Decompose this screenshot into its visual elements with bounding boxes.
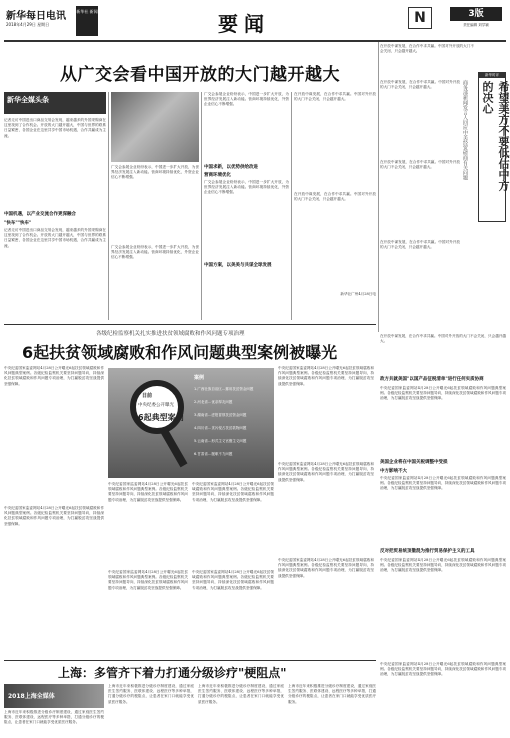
middle-subhead-1: 中国求新，以优势供给改进 — [204, 165, 258, 170]
article3-body-2: 上海市近年来积极推进分级诊疗制度建设，通过家庭医生签约服务、医联体建设、远程医疗等多种举措，打通分级诊疗的梗阻点，让患者在家门口就能享受优质医疗服务。 — [108, 684, 194, 704]
article2-body-2: 中央纪委国家监委网站4月28日公开曝光6起扶贫领域腐败和作风问题典型案例。各级纪检监察机关要坚持问题导向，持续深化扶贫领域腐败和作风问题专项治理，为打赢脱贫攻坚战提供坚强保障。 — [4, 506, 104, 526]
middle-body-1: 广交会参展企业纷纷表示，中国进一步扩大开放，为世界经济发展注入新动能。营商环境持续优化，外资企业信心不断增强。 — [111, 165, 199, 180]
divider-2 — [201, 92, 202, 320]
article3-col2 — [108, 684, 194, 736]
article3-body-4: 上海市近年来积极推进分级诊疗制度建设，通过家庭医生签约服务、医联体建设、远程医疗等多种举措，打通分级诊疗的梗阻点，让患者在家门口就能享受优质医疗服务。 — [288, 684, 376, 704]
middle2-body-1: 广交会参展企业纷纷表示，中国进一步扩大开放，为世界经济发展注入新动能。营商环境持续优化，外资企业信心不断增强。 — [204, 92, 289, 107]
case-item: 4.四川省…贪污侵占扶贫款物问题 — [194, 426, 247, 430]
commentary-body-3: 在开放中谋发展，在合作中求共赢。中国对外开放的大门不会关闭，只会越开越大。 — [380, 240, 460, 250]
media-box — [4, 92, 106, 114]
article3-col4 — [288, 684, 376, 736]
xinhua-badge: 新华社 新闻 — [76, 6, 98, 36]
article3-logo-text: 2018上海全媒体 — [8, 693, 55, 700]
right-body-2: 在开放中谋发展，在合作中求共赢。中国对外开放的大门不会关闭，只会越开越大。 — [294, 192, 376, 202]
left-subhead-1: 中国机遇，以产业交流合作更深融合 — [4, 212, 76, 217]
right-lower-body-2: 中央纪委国家监委网站4月28日公开曝光6起扶贫领域腐败和作风问题典型案例。各级纪检监察机关要坚持问题导向，持续深化扶贫领域腐败和作风问题专项治理，为打赢脱贫攻坚战提供坚强保障。 — [380, 386, 506, 401]
divider-3 — [291, 92, 292, 320]
graphic-caption-top: 日前 — [142, 393, 153, 399]
magnifier-handle — [161, 429, 188, 468]
case-item: 1.广西壮族自治区…挪用扶贫资金问题 — [194, 387, 254, 391]
commentary-body-2: 在开放中谋发展，在合作中求共赢。中国对外开放的大门不会关闭，只会越开越大。 — [380, 160, 460, 170]
commentary-body-1: 在开放中谋发展，在合作中求共赢。中国对外开放的大门不会关闭，只会越开越大。 — [380, 80, 460, 90]
commentary-title: 希望美方不要低估中方的决心 — [481, 81, 510, 191]
left-body-2: 记者走访中国进出口商品交易会发现，越来越多的外国采购商在这里找到了合作机会。开放的大门越开越大，中国与世界的联系日益紧密，各国企业在这里共享中国市场机遇，合作共赢成为主流。 — [4, 228, 106, 248]
left-column — [4, 92, 106, 320]
case-item: 2.河北省…优亲厚友问题 — [194, 400, 233, 404]
middle-subhead-3: 中国方案，以美美与共谋全球发展 — [204, 263, 272, 268]
left-body-1: 记者走访中国进出口商品交易会发现，越来越多的外国采购商在这里找到了合作机会。开放的大门越开越大，中国与世界的联系日益紧密，各国企业在这里共享中国市场机遇，合作共赢成为主流。 — [4, 118, 106, 138]
middle-column — [111, 92, 199, 320]
page-number: 3版 — [450, 7, 502, 21]
case-list-label: 案例 — [194, 375, 205, 381]
commentary-subtitle: 商务部新闻发言人回应中美经贸磋商有关问题 — [462, 80, 468, 180]
right-lede — [380, 44, 474, 78]
graphic-caption-big: 6起典型案例 — [138, 413, 184, 422]
case-item: 3.湖南省…虚报冒领扶贫资金问题 — [194, 413, 247, 417]
right-bottom-body: 中央纪委国家监委网站4月28日公开曝光6起扶贫领域腐败和作风问题典型案例。各级纪检监察机关要坚持问题导向，持续深化扶贫领域腐败和作风问题专项治理，为打赢脱贫攻坚战提供坚强保障。 — [380, 662, 506, 677]
masthead-rule — [4, 40, 506, 42]
article2-kicker: 各级纪检监察机关扎实推进扶贫领域腐败和作风问题专项治理 — [96, 331, 245, 337]
right-column — [294, 92, 376, 320]
right-lower-sub3: 中方影响不大 — [380, 469, 407, 474]
page-number-badge — [450, 7, 502, 31]
right-lower-sub1: 政方共就美国"以国产品征税清单"进行任何实质协商 — [380, 377, 484, 382]
article2-body-6: 中央纪委国家监委网站4月28日公开曝光6起扶贫领域腐败和作风问题典型案例。各级纪检监察机关要坚持问题导向，持续深化扶贫领域腐败和作风问题专项治理，为打赢脱贫攻坚战提供坚强保障。 — [192, 570, 274, 590]
right-lower-body-1: 在开放中谋发展，在合作中求共赢。中国对外开放的大门不会关闭，只会越开越大。 — [380, 334, 506, 344]
n-logo: N — [408, 7, 432, 29]
case-item: 5.云南省…形式主义官僚主义问题 — [194, 439, 247, 443]
article2-body-9: 中央纪委国家监委网站4月28日公开曝光6起扶贫领域腐败和作风问题典型案例。各级纪检监察机关要坚持问题导向，持续深化扶贫领域腐败和作风问题专项治理，为打赢脱贫攻坚战提供坚强保障。 — [278, 558, 374, 578]
middle2-body-2: 广交会参展企业纷纷表示，中国进一步扩大开放，为世界经济发展注入新动能。营商环境持续优化，外资企业信心不断增强。 — [204, 180, 289, 195]
case-list — [194, 374, 270, 461]
case-item: 6.甘肃省…履职不力问题 — [194, 452, 233, 456]
article3-body-3: 上海市近年来积极推进分级诊疗制度建设，通过家庭医生签约服务、医联体建设、远程医疗等多种举措，打通分级诊疗的梗阻点，让患者在家门口就能享受优质医疗服务。 — [198, 684, 284, 704]
right-lower-body-4: 中央纪委国家监委网站4月28日公开曝光6起扶贫领域腐败和作风问题典型案例。各级纪检监察机关要坚持问题导向，持续深化扶贫领域腐败和作风问题专项治理，为打赢脱贫攻坚战提供坚强保障。 — [380, 558, 506, 573]
middle-body-2: 广交会参展企业纷纷表示，中国进一步扩大开放，为世界经济发展注入新动能。营商环境持续优化，外资企业信心不断增强。 — [111, 245, 199, 260]
paper-name: 新华每日电讯 — [6, 11, 66, 22]
left-subhead-2: "快车""快车" — [4, 221, 32, 226]
article2-body-8: 中央纪委国家监委网站4月28日公开曝光6起扶贫领域腐败和作风问题典型案例。各级纪检监察机关要坚持问题导向，持续深化扶贫领域腐败和作风问题专项治理，为打赢脱贫攻坚战提供坚强保障。 — [278, 462, 374, 482]
article3-logo — [4, 684, 104, 708]
masthead — [0, 0, 510, 47]
section-rule-2 — [4, 660, 376, 661]
divider-1 — [108, 92, 109, 320]
article2-body-4: 中央纪委国家监委网站4月28日公开曝光6起扶贫领域腐败和作风问题典型案例。各级纪检监察机关要坚持问题导向，持续深化扶贫领域腐败和作风问题专项治理，为打赢脱贫攻坚战提供坚强保障。 — [108, 570, 188, 590]
middle-subhead-2: 营商环境优化 — [204, 173, 231, 178]
section-rule-1 — [4, 324, 376, 325]
article2-col4 — [278, 366, 374, 658]
media-box-title: 新华全媒头条 — [7, 96, 49, 104]
article2-body-5: 中央纪委国家监委网站4月28日公开曝光6起扶贫领域腐败和作风问题典型案例。各级纪检监察机关要坚持问题导向，持续深化扶贫领域腐败和作风问题专项治理，为打赢脱贫攻坚战提供坚强保障。 — [192, 482, 274, 502]
article2-headline: 6起扶贫领域腐败和作风问题典型案例被曝光 — [22, 343, 338, 362]
graphic-caption-mid: 中央纪委公开曝光 — [138, 403, 174, 408]
commentary-box — [478, 72, 510, 222]
article3-headline: 上海：多管齐下着力打通分级诊疗"梗阻点" — [58, 666, 287, 680]
article2-col2 — [108, 482, 188, 658]
cases-graphic — [108, 368, 274, 478]
right-body-1: 在开放中谋发展，在合作中求共赢。中国对外开放的大门不会关闭，只会越开越大。 — [294, 92, 376, 102]
right-lower-sub4: 反对把贸易统顶撤混为推行贸易保护主义的工具 — [380, 549, 475, 554]
commentary-body — [380, 80, 460, 330]
article3-col3 — [198, 684, 284, 736]
article3-body-1: 上海市近年来积极推进分级诊疗制度建设，通过家庭医生签约服务、医联体建设、远程医疗等多种举措，打通分级诊疗的梗阻点，让患者在家门口就能享受优质医疗服务。 — [4, 710, 104, 725]
issue-date: 2018年4月29日 星期日 — [6, 22, 50, 27]
divider-4 — [378, 42, 379, 332]
right-lede-text: 在开放中谋发展，在合作中求共赢。中国对外开放的大门不会关闭，只会越开越大。 — [380, 44, 474, 54]
section-title: 要闻 — [218, 12, 270, 36]
editor-line: 责任编辑 刘学颖 — [463, 23, 489, 27]
right-lower-sub2: 美国企业将在中国关税调整中受损 — [380, 460, 448, 465]
article2-col1 — [4, 366, 104, 656]
byline: 新华社广州4月28日电 — [340, 292, 376, 296]
right-lower-body-3: 中央纪委国家监委网站4月28日公开曝光6起扶贫领域腐败和作风问题典型案例。各级纪检监察机关要坚持问题导向，持续深化扶贫领域腐败和作风问题专项治理，为打赢脱贫攻坚战提供坚强保障。 — [380, 476, 506, 491]
article2-body-1: 中央纪委国家监委网站4月28日公开曝光6起扶贫领域腐败和作风问题典型案例。各级纪检监察机关要坚持问题导向，持续深化扶贫领域腐败和作风问题专项治理，为打赢脱贫攻坚战提供坚强保障。 — [4, 366, 104, 386]
main-headline: 从广交会看中国开放的大门越开越大 — [60, 65, 340, 85]
fair-photo — [111, 92, 199, 162]
middle-column-2 — [204, 92, 289, 320]
right-bottom — [380, 662, 506, 736]
article2-body-7: 中央纪委国家监委网站4月28日公开曝光6起扶贫领域腐败和作风问题典型案例。各级纪检监察机关要坚持问题导向，持续深化扶贫领域腐败和作风问题专项治理，为打赢脱贫攻坚战提供坚强保障。 — [278, 366, 374, 386]
article3-col1 — [4, 710, 104, 736]
right-lower-column — [380, 334, 506, 658]
commentary-label: 新华时评 — [479, 73, 505, 78]
article2-body-3: 中央纪委国家监委网站4月28日公开曝光6起扶贫领域腐败和作风问题典型案例。各级纪检监察机关要坚持问题导向，持续深化扶贫领域腐败和作风问题专项治理，为打赢脱贫攻坚战提供坚强保障。 — [108, 482, 188, 502]
article2-col3 — [192, 482, 274, 658]
